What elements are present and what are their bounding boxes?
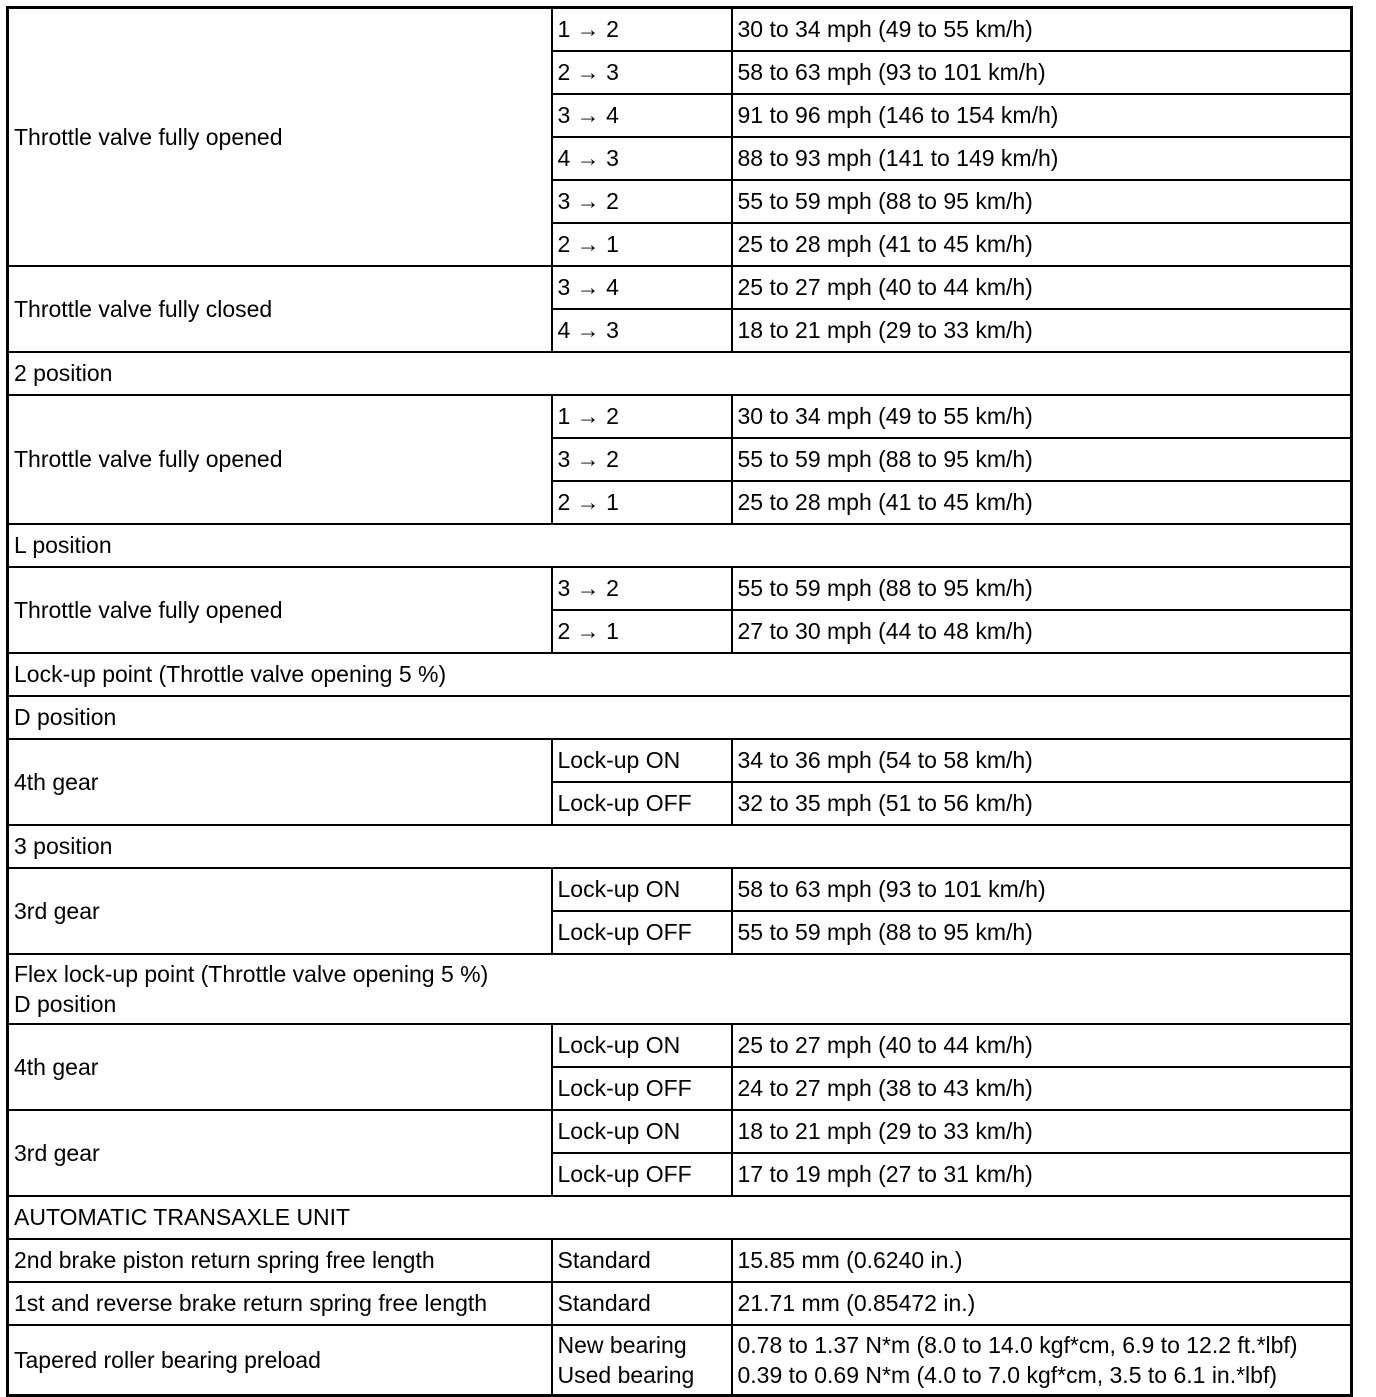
section-header-line: D position <box>14 704 117 730</box>
shift-key: 2 → 1 <box>552 610 732 653</box>
shift-key: 1 → 2 <box>552 395 732 438</box>
spec-value: 55 to 59 mph (88 to 95 km/h) <box>732 911 1352 954</box>
condition-label: 3rd gear <box>8 1110 552 1196</box>
section-header-row <box>8 696 1352 739</box>
section-header-row <box>8 825 1352 868</box>
specification-table <box>6 6 1353 1397</box>
condition-label: Throttle valve fully opened <box>8 395 552 524</box>
section-header <box>8 825 1352 868</box>
section-header <box>8 653 1352 696</box>
spec-value: 32 to 35 mph (51 to 56 km/h) <box>732 782 1352 825</box>
section-header <box>8 524 1352 567</box>
item-key-line: Used bearing <box>557 1362 695 1388</box>
item-value <box>732 1282 1352 1325</box>
spec-value: 25 to 28 mph (41 to 45 km/h) <box>732 223 1352 266</box>
shift-key: Lock-up OFF <box>552 1153 732 1196</box>
section-header-line: D position <box>14 991 117 1017</box>
shift-key: 3 → 2 <box>552 438 732 481</box>
shift-key: Lock-up OFF <box>552 782 732 825</box>
section-header-row <box>8 352 1352 395</box>
item-label: 1st and reverse brake return spring free length <box>8 1282 552 1325</box>
specification-table-body <box>8 8 1352 1396</box>
shift-key: Lock-up ON <box>552 1110 732 1153</box>
section-header-row <box>8 1196 1352 1239</box>
spec-value: 34 to 36 mph (54 to 58 km/h) <box>732 739 1352 782</box>
section-header-line: 3 position <box>14 833 113 859</box>
spec-value: 58 to 63 mph (93 to 101 km/h) <box>732 51 1352 94</box>
spec-value: 18 to 21 mph (29 to 33 km/h) <box>732 1110 1352 1153</box>
shift-key: 1 → 2 <box>552 8 732 52</box>
table-row <box>8 1325 1352 1396</box>
shift-key: 3 → 4 <box>552 94 732 137</box>
section-header-line: L position <box>14 532 112 558</box>
section-header <box>8 954 1352 1024</box>
spec-value: 55 to 59 mph (88 to 95 km/h) <box>732 567 1352 610</box>
spec-value: 55 to 59 mph (88 to 95 km/h) <box>732 438 1352 481</box>
table-row <box>8 567 1352 610</box>
shift-key: 3 → 4 <box>552 266 732 309</box>
item-value-line: 15.85 mm (0.6240 in.) <box>737 1247 963 1273</box>
condition-label: 4th gear <box>8 1024 552 1110</box>
shift-key: 2 → 3 <box>552 51 732 94</box>
spec-value: 25 to 27 mph (40 to 44 km/h) <box>732 1024 1352 1067</box>
shift-key: 2 → 1 <box>552 481 732 524</box>
spec-value: 17 to 19 mph (27 to 31 km/h) <box>732 1153 1352 1196</box>
spec-value: 25 to 28 mph (41 to 45 km/h) <box>732 481 1352 524</box>
spec-value: 58 to 63 mph (93 to 101 km/h) <box>732 868 1352 911</box>
item-key <box>552 1325 732 1396</box>
condition-label: Throttle valve fully opened <box>8 567 552 653</box>
section-header-line: 2 position <box>14 360 113 386</box>
table-row <box>8 266 1352 309</box>
section-header-line: Lock-up point (Throttle valve opening 5 %) <box>14 661 447 687</box>
shift-key: 4 → 3 <box>552 309 732 352</box>
section-header-row <box>8 954 1352 1024</box>
spec-value: 30 to 34 mph (49 to 55 km/h) <box>732 8 1352 52</box>
item-label: 2nd brake piston return spring free length <box>8 1239 552 1282</box>
item-label: Tapered roller bearing preload <box>8 1325 552 1396</box>
spec-value: 27 to 30 mph (44 to 48 km/h) <box>732 610 1352 653</box>
shift-key: Lock-up ON <box>552 868 732 911</box>
shift-key: Lock-up OFF <box>552 911 732 954</box>
shift-key: 2 → 1 <box>552 223 732 266</box>
shift-key: 3 → 2 <box>552 180 732 223</box>
item-key-line: New bearing <box>557 1332 687 1358</box>
item-key <box>552 1239 732 1282</box>
section-header <box>8 696 1352 739</box>
item-key <box>552 1282 732 1325</box>
table-row <box>8 739 1352 782</box>
spec-value: 18 to 21 mph (29 to 33 km/h) <box>732 309 1352 352</box>
spec-value: 24 to 27 mph (38 to 43 km/h) <box>732 1067 1352 1110</box>
item-value <box>732 1325 1352 1396</box>
spec-value: 55 to 59 mph (88 to 95 km/h) <box>732 180 1352 223</box>
shift-key: 4 → 3 <box>552 137 732 180</box>
shift-key: Lock-up OFF <box>552 1067 732 1110</box>
table-row <box>8 868 1352 911</box>
section-header <box>8 1196 1352 1239</box>
table-row <box>8 1239 1352 1282</box>
condition-label: Throttle valve fully opened <box>8 8 552 267</box>
section-header-row <box>8 653 1352 696</box>
table-row <box>8 395 1352 438</box>
item-key-line: Standard <box>557 1247 651 1273</box>
table-row <box>8 1282 1352 1325</box>
shift-key: Lock-up ON <box>552 1024 732 1067</box>
table-row <box>8 1024 1352 1067</box>
spec-value: 91 to 96 mph (146 to 154 km/h) <box>732 94 1352 137</box>
spec-value: 88 to 93 mph (141 to 149 km/h) <box>732 137 1352 180</box>
section-header-row <box>8 524 1352 567</box>
condition-label: Throttle valve fully closed <box>8 266 552 352</box>
item-value <box>732 1239 1352 1282</box>
shift-key: 3 → 2 <box>552 567 732 610</box>
condition-label: 3rd gear <box>8 868 552 954</box>
table-row <box>8 1110 1352 1153</box>
item-value-line: 21.71 mm (0.85472 in.) <box>737 1290 976 1316</box>
section-header-line: AUTOMATIC TRANSAXLE UNIT <box>14 1204 351 1230</box>
section-header-line: Flex lock-up point (Throttle valve opening 5 %) <box>14 961 489 987</box>
spec-value: 30 to 34 mph (49 to 55 km/h) <box>732 395 1352 438</box>
item-key-line: Standard <box>557 1290 651 1316</box>
item-value-line: 0.39 to 0.69 N*m (4.0 to 7.0 kgf*cm, 3.5 to 6.1 in.*lbf) <box>737 1362 1278 1388</box>
table-row <box>8 8 1352 52</box>
section-header <box>8 352 1352 395</box>
shift-key: Lock-up ON <box>552 739 732 782</box>
item-value-line: 0.78 to 1.37 N*m (8.0 to 14.0 kgf*cm, 6.9 to 12.2 ft.*lbf) <box>737 1332 1298 1358</box>
spec-value: 25 to 27 mph (40 to 44 km/h) <box>732 266 1352 309</box>
condition-label: 4th gear <box>8 739 552 825</box>
